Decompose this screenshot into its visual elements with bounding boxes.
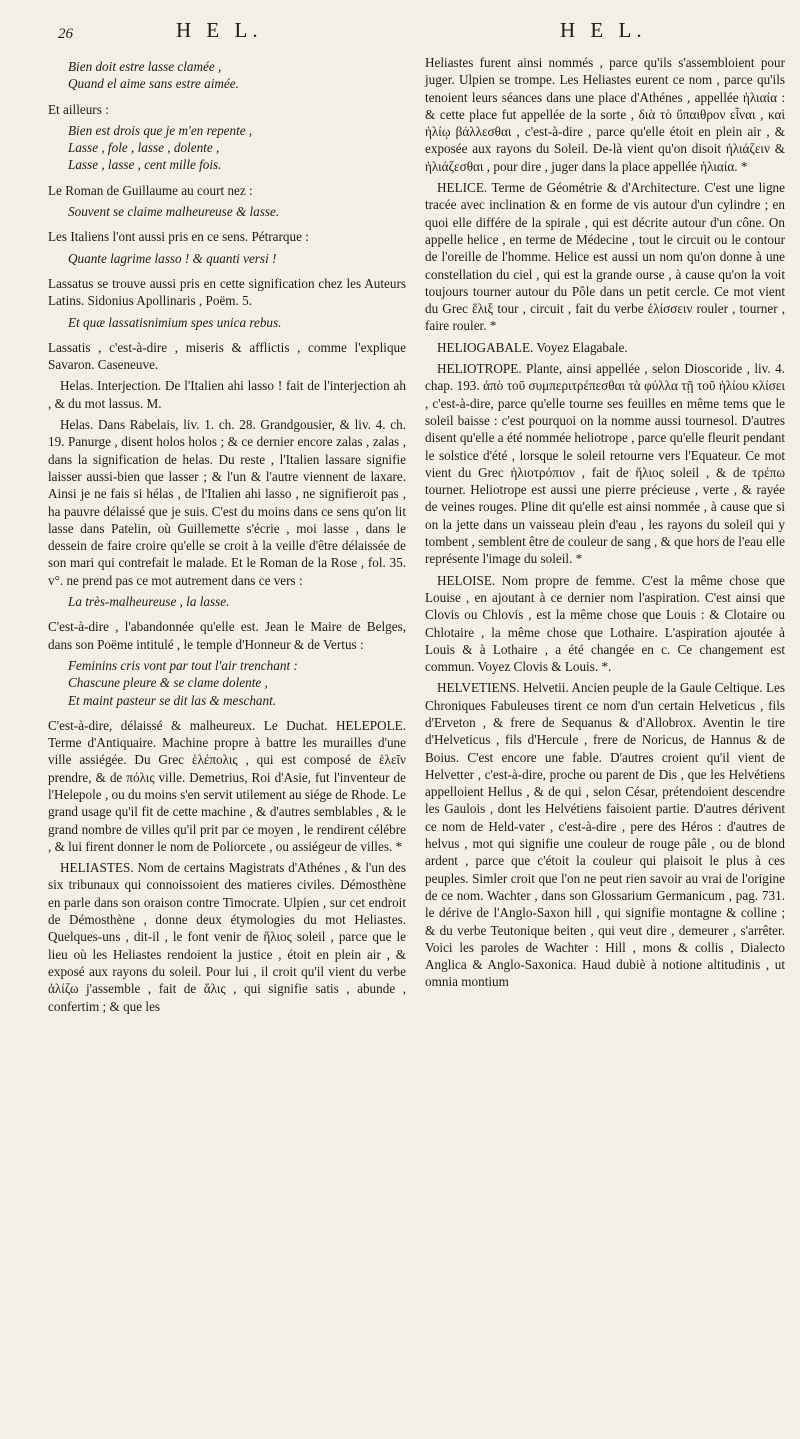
verse-line: Chascune pleure & se clame dolente , xyxy=(68,675,268,691)
entry-heliastes-continued: Heliastes furent ainsi nommés , parce qu'ils s'assembloient pour juger. Ulpien se trompe. Les Heliastes eurent ce nom , parce qu'ils tenoient leurs séances dans une place d'Athénes , appellée ἡλιαία : & cette place fut appellée de la sorte , διὰ τὸ ὕπαιθρον εἶναι , καὶ ἡλίῳ βάλλεσθαι , c'est-à-dire , parce qu'elle étoit en plein air , & exposée aux rayons du Soleil. De-là vient qu'on disoit ἡλιάζειν & ἡλιάζεσθαι , pour dire , juger dans la place appellée ἡλιαία. * xyxy=(425,55,785,174)
verse-line: Et quæ lassatisnimium spes unica rebus. xyxy=(68,314,282,330)
right-column xyxy=(425,54,785,995)
verse-line: Et maint pasteur se dit las & meschant. xyxy=(68,692,277,708)
verse-line: Bien est drois que je m'en repente , xyxy=(68,122,253,138)
verse-line: La très-malheureuse , la lasse. xyxy=(68,594,230,610)
verse-block xyxy=(68,203,406,220)
verse-line: Lasse , fole , lasse , dolente , xyxy=(68,140,220,156)
left-column xyxy=(48,54,406,1019)
verse-line: Quand el aime sans estre aimée. xyxy=(68,76,239,92)
verse-line: Feminins cris vont par tout l'air trenchant : xyxy=(68,657,298,673)
entry-helas-2: Helas. Dans Rabelais, liv. 1. ch. 28. Grandgousier, & liv. 4. ch. 19. Panurge , disent holos holos ; & ce dernier encore zalas , zalas , dans la signification de helas. Du reste , l'Italien lassare signifie laisser aussi-bien que lasser ; & l'un & l'autre viennent de laxare. Ainsi je ne fais si hélas , de l'Italien ahi lasso , ne signifieroit pas , ha pauvre délaissé que je suis. C'est du moins dans ce sens qu'on lit lasse dans Patelin, où Guillemette s'écrie , moi lasse , dans le dessein de faire croire qu'elle se croit à la veille d'être délaissée de son mari qui contrefait le malade. Et le Roman de la Rose , fol. 35. v°. ne prend pas ce mot autrement dans ce vers : xyxy=(48,417,406,588)
verse-line: Bien doit estre lasse clamée , xyxy=(68,59,222,74)
verse-line: Quante lagrime lasso ! & quanti versi ! xyxy=(68,250,277,266)
paragraph: Et ailleurs : xyxy=(48,101,109,117)
paragraph: C'est-à-dire , l'abandonnée qu'elle est. Jean le Maire de Belges, dans son Poëme intitulé , le temple d'Honneur & de Vertus : xyxy=(48,619,406,652)
verse-block xyxy=(68,657,406,709)
entry-helvetiens: HELVETIENS. Helvetii. Ancien peuple de la Gaule Celtique. Les Chroniques Fabuleuses tirent ce nom d'un certain Helveticus , fils d'Erveton , & frere de Sequanus & d'Allobrox. Aventin le tire d'Helveticus , fils d'Hercule , frere de Noricus, de Hannus & de Boius. C'est encore une fable. D'autres croient qu'il vient de Helvetter , c'est-à-dire, proche ou parent de Dis , que les Helvétiens appelloient Hellus , & de qui , selon César, prétendoient descendre les Gaulois , dont les Helvétiens faisoient partie. D'autres dérivent ce nom de Held-vater , c'est-à-dire , pere des Héros : d'autres de helvus , mot qui signifie une couleur de rouge pâle , ou de blond ardent , parce que c'étoit la couleur qui plaisoit le plus à ces peuples. Simler croit que l'on ne peut rien savoir au vrai de l'origine de ce nom. Wachter , dans son Glossarium Germanicum , pag. 731. le dérive de l'Anglo-Saxon hill , qui signifie montagne & colline ; & du verbe Teutonique beiten , qui veut dire , demeurer , s'arrêter. Voici les paroles de Wachter : Hill , mons & collis , Dialecto Anglica & Anglo-Saxonica. Haud dubiè à notione altitudinis , ut omnia montium xyxy=(425,680,785,990)
paragraph: Les Italiens l'ont aussi pris en ce sens. Pétrarque : xyxy=(48,229,309,245)
page-header xyxy=(0,14,800,48)
paragraph: Lassatis , c'est-à-dire , miseris & afflictis , comme l'explique Savaron. Caseneuve. xyxy=(48,339,406,373)
entry-heliogabale: HELIOGABALE. Voyez Elagabale. xyxy=(437,339,628,355)
verse-block xyxy=(68,250,406,267)
page-number: 26 xyxy=(58,26,73,42)
entry-helas-1: Helas. Interjection. De l'Italien ahi lasso ! fait de l'interjection ah , & du mot lassus. M. xyxy=(48,378,406,411)
verse-block xyxy=(68,58,406,93)
paragraph: Le Roman de Guillaume au court nez : xyxy=(48,182,253,198)
verse-line: Lasse , lasse , cent mille fois. xyxy=(68,157,222,173)
verse-block xyxy=(68,593,406,610)
entry-heliastes: HELIASTES. Nom de certains Magistrats d'Athénes , & l'un des six tribunaux qui connoissoient des matieres civiles. Démosthène en parle dans son oraison contre Timocrate. Ulpien , sur cet endroit de Démosthène , donne deux étymologies du mot Heliastes. Quelques-uns , dit-il , le font venir de ἥλιος soleil , parce que le lieu où les Heliastes rendoient la justice , étoit en plein air , & exposé aux rayons du soleil. Pour lui , il croit qu'il vient du verbe ἁλίζω j'assemble , fait de ἅλις , qui signifie satis , abunde , confertim ; & que les xyxy=(48,860,406,1014)
entry-helice: HELICE. Terme de Géométrie & d'Architecture. C'est une ligne tracée avec inclination & en forme de vis autour d'un cylindre ; en quoi elle différe de la spirale , qui est décrite autour d'un cône. On appelle helice , en terme de Médecine , tout le circuit ou le contour de l'oreille de l'homme. Helice est aussi un nom qu'on donne à une constellation du ciel , qui est la grande ourse , à cause qu'on la voit toujours tourner autour du Pôle dans un petit cercle. Ce mot vient du Grec ἕλιξ tour , circuit , fait du verbe ἑλίσσειν rouler , tourner , faire rouler. * xyxy=(425,180,785,334)
left-running-title: H E L. xyxy=(176,18,263,42)
verse-block xyxy=(68,122,406,174)
right-running-title: H E L. xyxy=(560,18,647,42)
verse-line: Souvent se claime malheureuse & lasse. xyxy=(68,204,280,220)
entry-heliotrope: HELIOTROPE. Plante, ainsi appellée , selon Dioscoride , liv. 4. chap. 193. ἀπὸ τοῦ συμπεριτρέπεσθαι τὰ φύλλα τῇ τοῦ ἡλίου κλίσει , c'est-à-dire, parce qu'elle tourne ses feuilles en même tems que le soleil baisse : c'est pourquoi on la nomme aussi tournesol. D'autres disent qu'elle a été nommée heliotrope , parce qu'elle fleurit pendant le solstice d'été , lorsque le soleil retourne vers l'Equateur. Ce mot vient du Grec ἡλιοτρόπιον , fait de ἥλιος soleil , & de τρέπω tourner. Heliotrope est aussi une pierre précieuse , verte , & rayée de veines rouges. Pline dit qu'elle est ainsi nommée , à cause que si on la jette dans un vaisseau plein d'eau , les rayons du soleil qui y tombent , semblent être de couleur de sang , & que hors de l'eau elle représente l'image du soleil. * xyxy=(425,361,785,567)
entry-helepole: C'est-à-dire, délaissé & malheureux. Le Duchat. HELEPOLE. Terme d'Antiquaire. Machine propre à battre les murailles d'une ville assiégée. Du Grec ἑλέπολις , qui est composé de ἑλεῖν prendre, & de πόλις ville. Demetrius, Roi d'Asie, fut l'inventeur de l'Helepole , ou du moins s'en servit utilement au siége de Rhode. Le grand usage qu'il fit de cette machine , & d'autres semblables , & le grand nombre de villes qu'il prit par ce moyen , le rendirent célébre , & lui firent donner le nom de Poliorcete , ou assiégeur de villes. * xyxy=(48,717,406,854)
paragraph: Lassatus se trouve aussi pris en cette signification chez les Auteurs Latins. Sidonius Apollinaris , Poëm. 5. xyxy=(48,275,406,309)
entry-heloise: HELOISE. Nom propre de femme. C'est la même chose que Louise , en ajoutant à ce dernier nom l'aspiration. C'est ainsi que Clovis ou Chlovis , est la même chose que Louis : & Clotaire ou Chlotaire , la même chose que Lothaire. L'aspiration ajoutée à Louis & à Lothaire , a été changée en c. Ce changement est commun. Voyez Clovis & Louis. *. xyxy=(425,572,785,675)
verse-block xyxy=(68,314,406,331)
